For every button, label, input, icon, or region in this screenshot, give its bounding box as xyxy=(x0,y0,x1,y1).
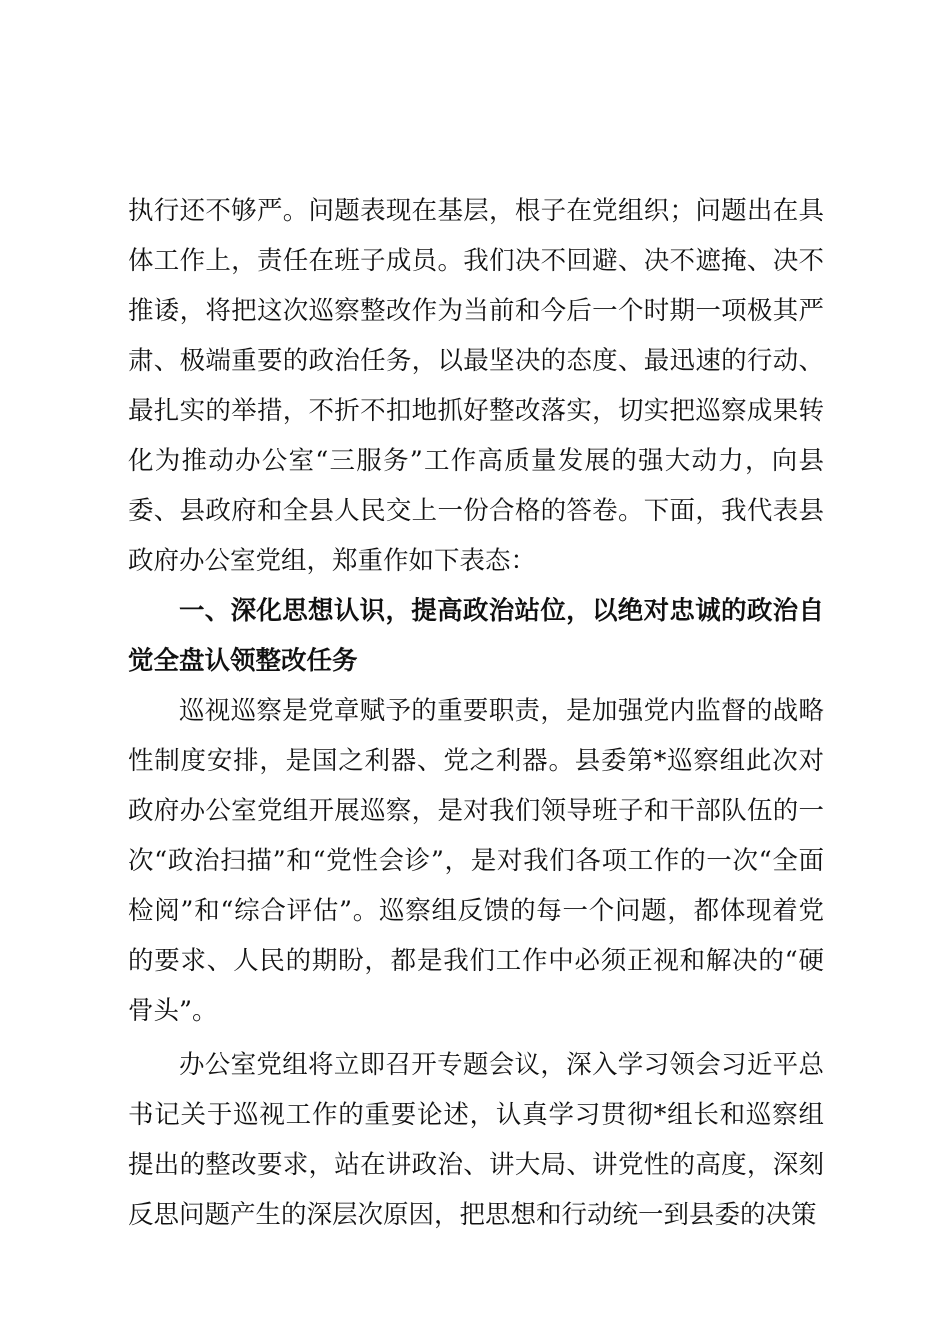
paragraph-continuation: 执行还不够严。问题表现在基层，根子在党组织；问题出在具体工作上，责任在班子成员。我们决不回避、决不遮掩、决不推诿，将把这次巡察整改作为当前和今后一个时期一项极其严肃、极端重要的政治任务，以最坚决的态度、最迅速的行动、最扎实的举措，不折不扣地抓好整改落实，切实把巡察成果转化为推动办公室“三服务”工作高质量发展的强大动力，向县委、县政府和全县人民交上一份合格的答卷。下面，我代表县政府办公室党组，郑重作如下表态： xyxy=(128,196,824,576)
document-body xyxy=(128,186,824,1240)
paragraph-party-meeting: 办公室党组将立即召开专题会议，深入学习领会习近平总书记关于巡视工作的重要论述，认真学习贯彻*组长和巡察组提出的整改要求，站在讲政治、讲大局、讲党性的高度，深刻反思问题产生的深层次原因，把思想和行动统一到县委的决策 xyxy=(128,1050,824,1230)
paragraph-inspection-role: 巡视巡察是党章赋予的重要职责，是加强党内监督的战略性制度安排，是国之利器、党之利器。县委第*巡察组此次对政府办公室党组开展巡察，是对我们领导班子和干部队伍的一次“政治扫描”和“党性会诊”，是对我们各项工作的一次“全面检阅”和“综合评估”。巡察组反馈的每一个问题，都体现着党的要求、人民的期盼，都是我们工作中必须正视和解决的“硬骨头”。 xyxy=(128,696,824,1026)
section-heading-1: 一、深化思想认识，提高政治站位，以绝对忠诚的政治自觉全盘认领整改任务 xyxy=(128,596,824,676)
